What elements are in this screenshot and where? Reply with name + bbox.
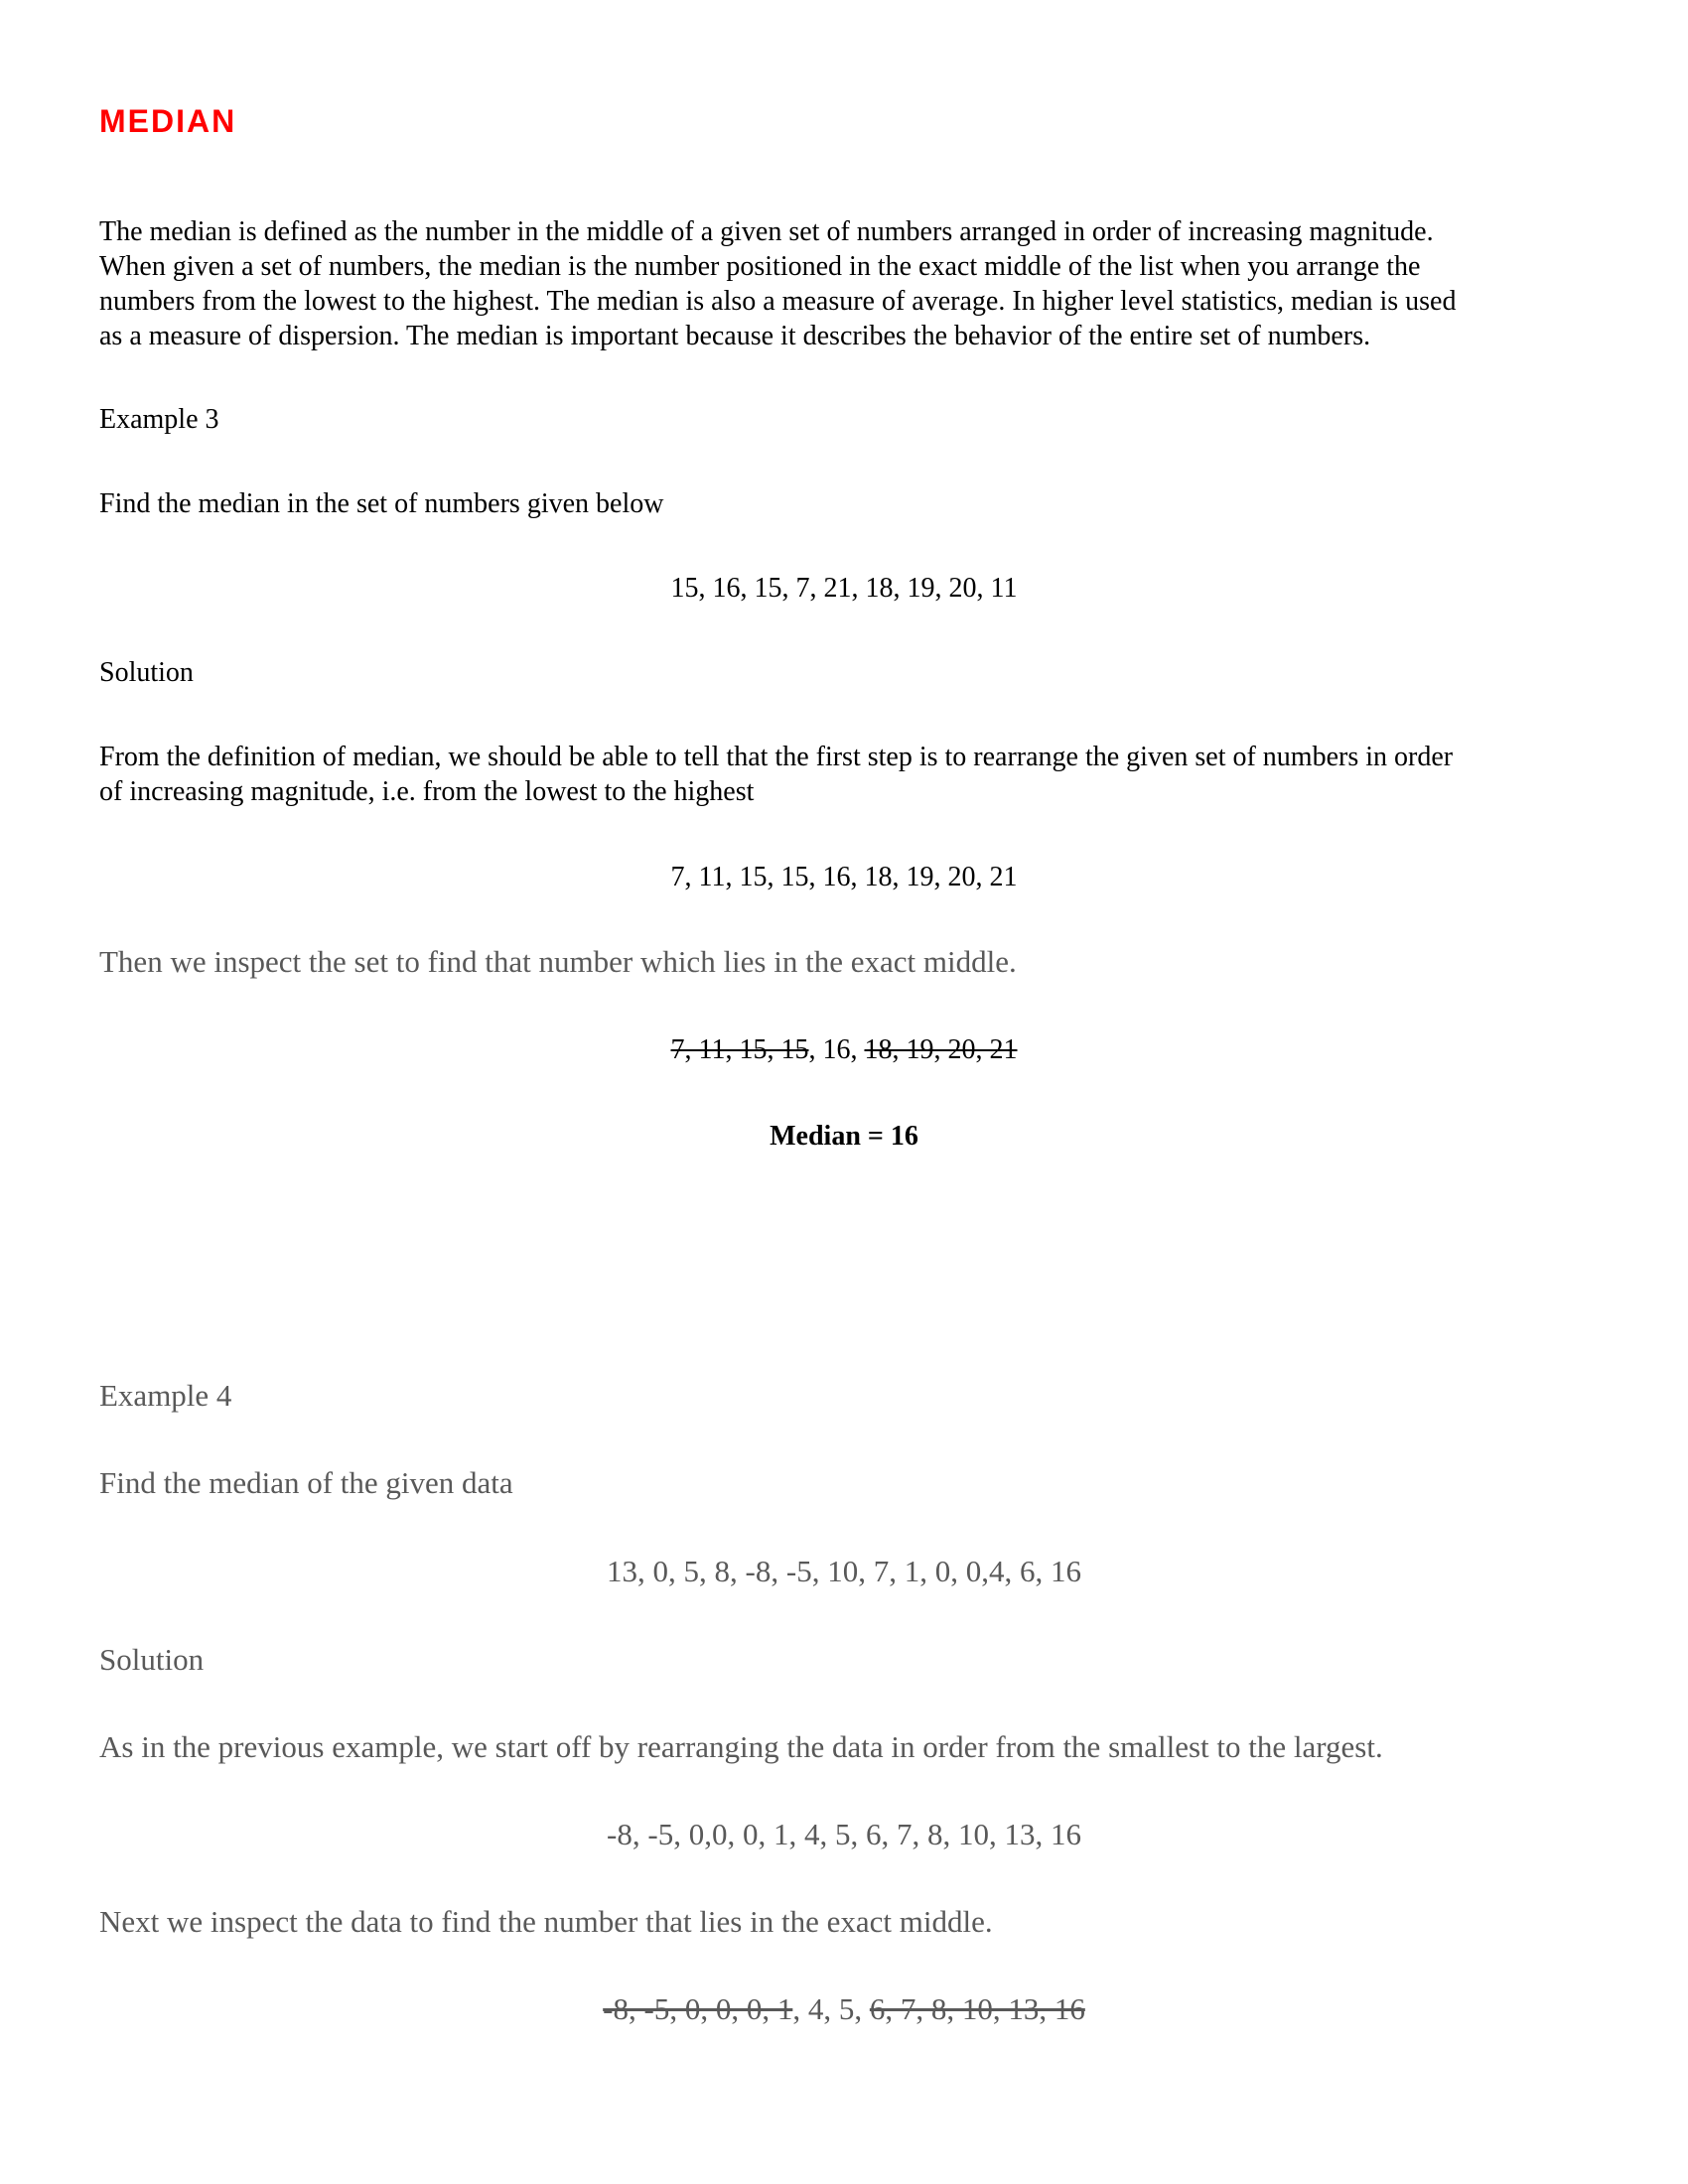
example4-question: Find the median of the given data bbox=[99, 1465, 513, 1500]
example3-step1 bbox=[99, 740, 1589, 809]
example4-solution-label: Solution bbox=[99, 1642, 205, 1677]
example3-solution-label: Solution bbox=[99, 657, 194, 688]
crossed-out-right: 6, 7, 8, 10, 13, 16 bbox=[869, 1991, 1085, 2026]
crossed-out-right: 18, 19, 20, 21 bbox=[864, 1034, 1018, 1065]
example3-data: 15, 16, 15, 7, 21, 18, 19, 20, 11 bbox=[670, 573, 1018, 604]
page-title: MEDIAN bbox=[99, 103, 237, 139]
example3-heading: Example 3 bbox=[99, 404, 219, 435]
example3-result: Median = 16 bbox=[770, 1121, 918, 1152]
example3-step1-line: From the definition of median, we should be able to tell that the first step is to rearrange the given set of numbers in order bbox=[99, 742, 1454, 772]
middle-values: , 4, 5, bbox=[792, 1991, 870, 2026]
median-highlight: , 16, bbox=[808, 1034, 865, 1065]
example4-crossed bbox=[99, 1990, 1589, 2028]
intro-line: numbers from the lowest to the highest. The median is also a measure of average. In higher level statistics, median is used bbox=[99, 286, 1457, 317]
example4-heading: Example 4 bbox=[99, 1378, 232, 1413]
crossed-out-left: -8, -5, 0, 0, 0, 1 bbox=[603, 1991, 793, 2026]
example4-data: 13, 0, 5, 8, -8, -5, 10, 7, 1, 0, 0,4, 6, 16 bbox=[607, 1554, 1081, 1588]
example3-crossed bbox=[99, 1032, 1589, 1067]
example3-step1-line: of increasing magnitude, i.e. from the lowest to the highest bbox=[99, 776, 755, 807]
example3-sorted: 7, 11, 15, 15, 16, 18, 19, 20, 21 bbox=[670, 862, 1018, 892]
example4-sorted: -8, -5, 0,0, 0, 1, 4, 5, 6, 7, 8, 10, 13, 16 bbox=[607, 1817, 1081, 1851]
crossed-out-left: 7, 11, 15, 15 bbox=[670, 1034, 809, 1065]
example3-question: Find the median in the set of numbers given below bbox=[99, 488, 664, 519]
intro-line: as a measure of dispersion. The median is important because it describes the behavior of the entire set of numbers. bbox=[99, 321, 1371, 351]
intro-paragraph bbox=[99, 214, 1589, 353]
example4-step2: Next we inspect the data to find the number that lies in the exact middle. bbox=[99, 1904, 993, 1939]
example3-step2: Then we inspect the set to find that number which lies in the exact middle. bbox=[99, 944, 1017, 979]
intro-line: The median is defined as the number in the middle of a given set of numbers arranged in order of increasing magnitude. bbox=[99, 216, 1434, 247]
intro-line: When given a set of numbers, the median is the number positioned in the exact middle of the list when you arrange the bbox=[99, 251, 1421, 282]
example4-step1: As in the previous example, we start off by rearranging the data in order from the smallest to the largest. bbox=[99, 1729, 1383, 1764]
